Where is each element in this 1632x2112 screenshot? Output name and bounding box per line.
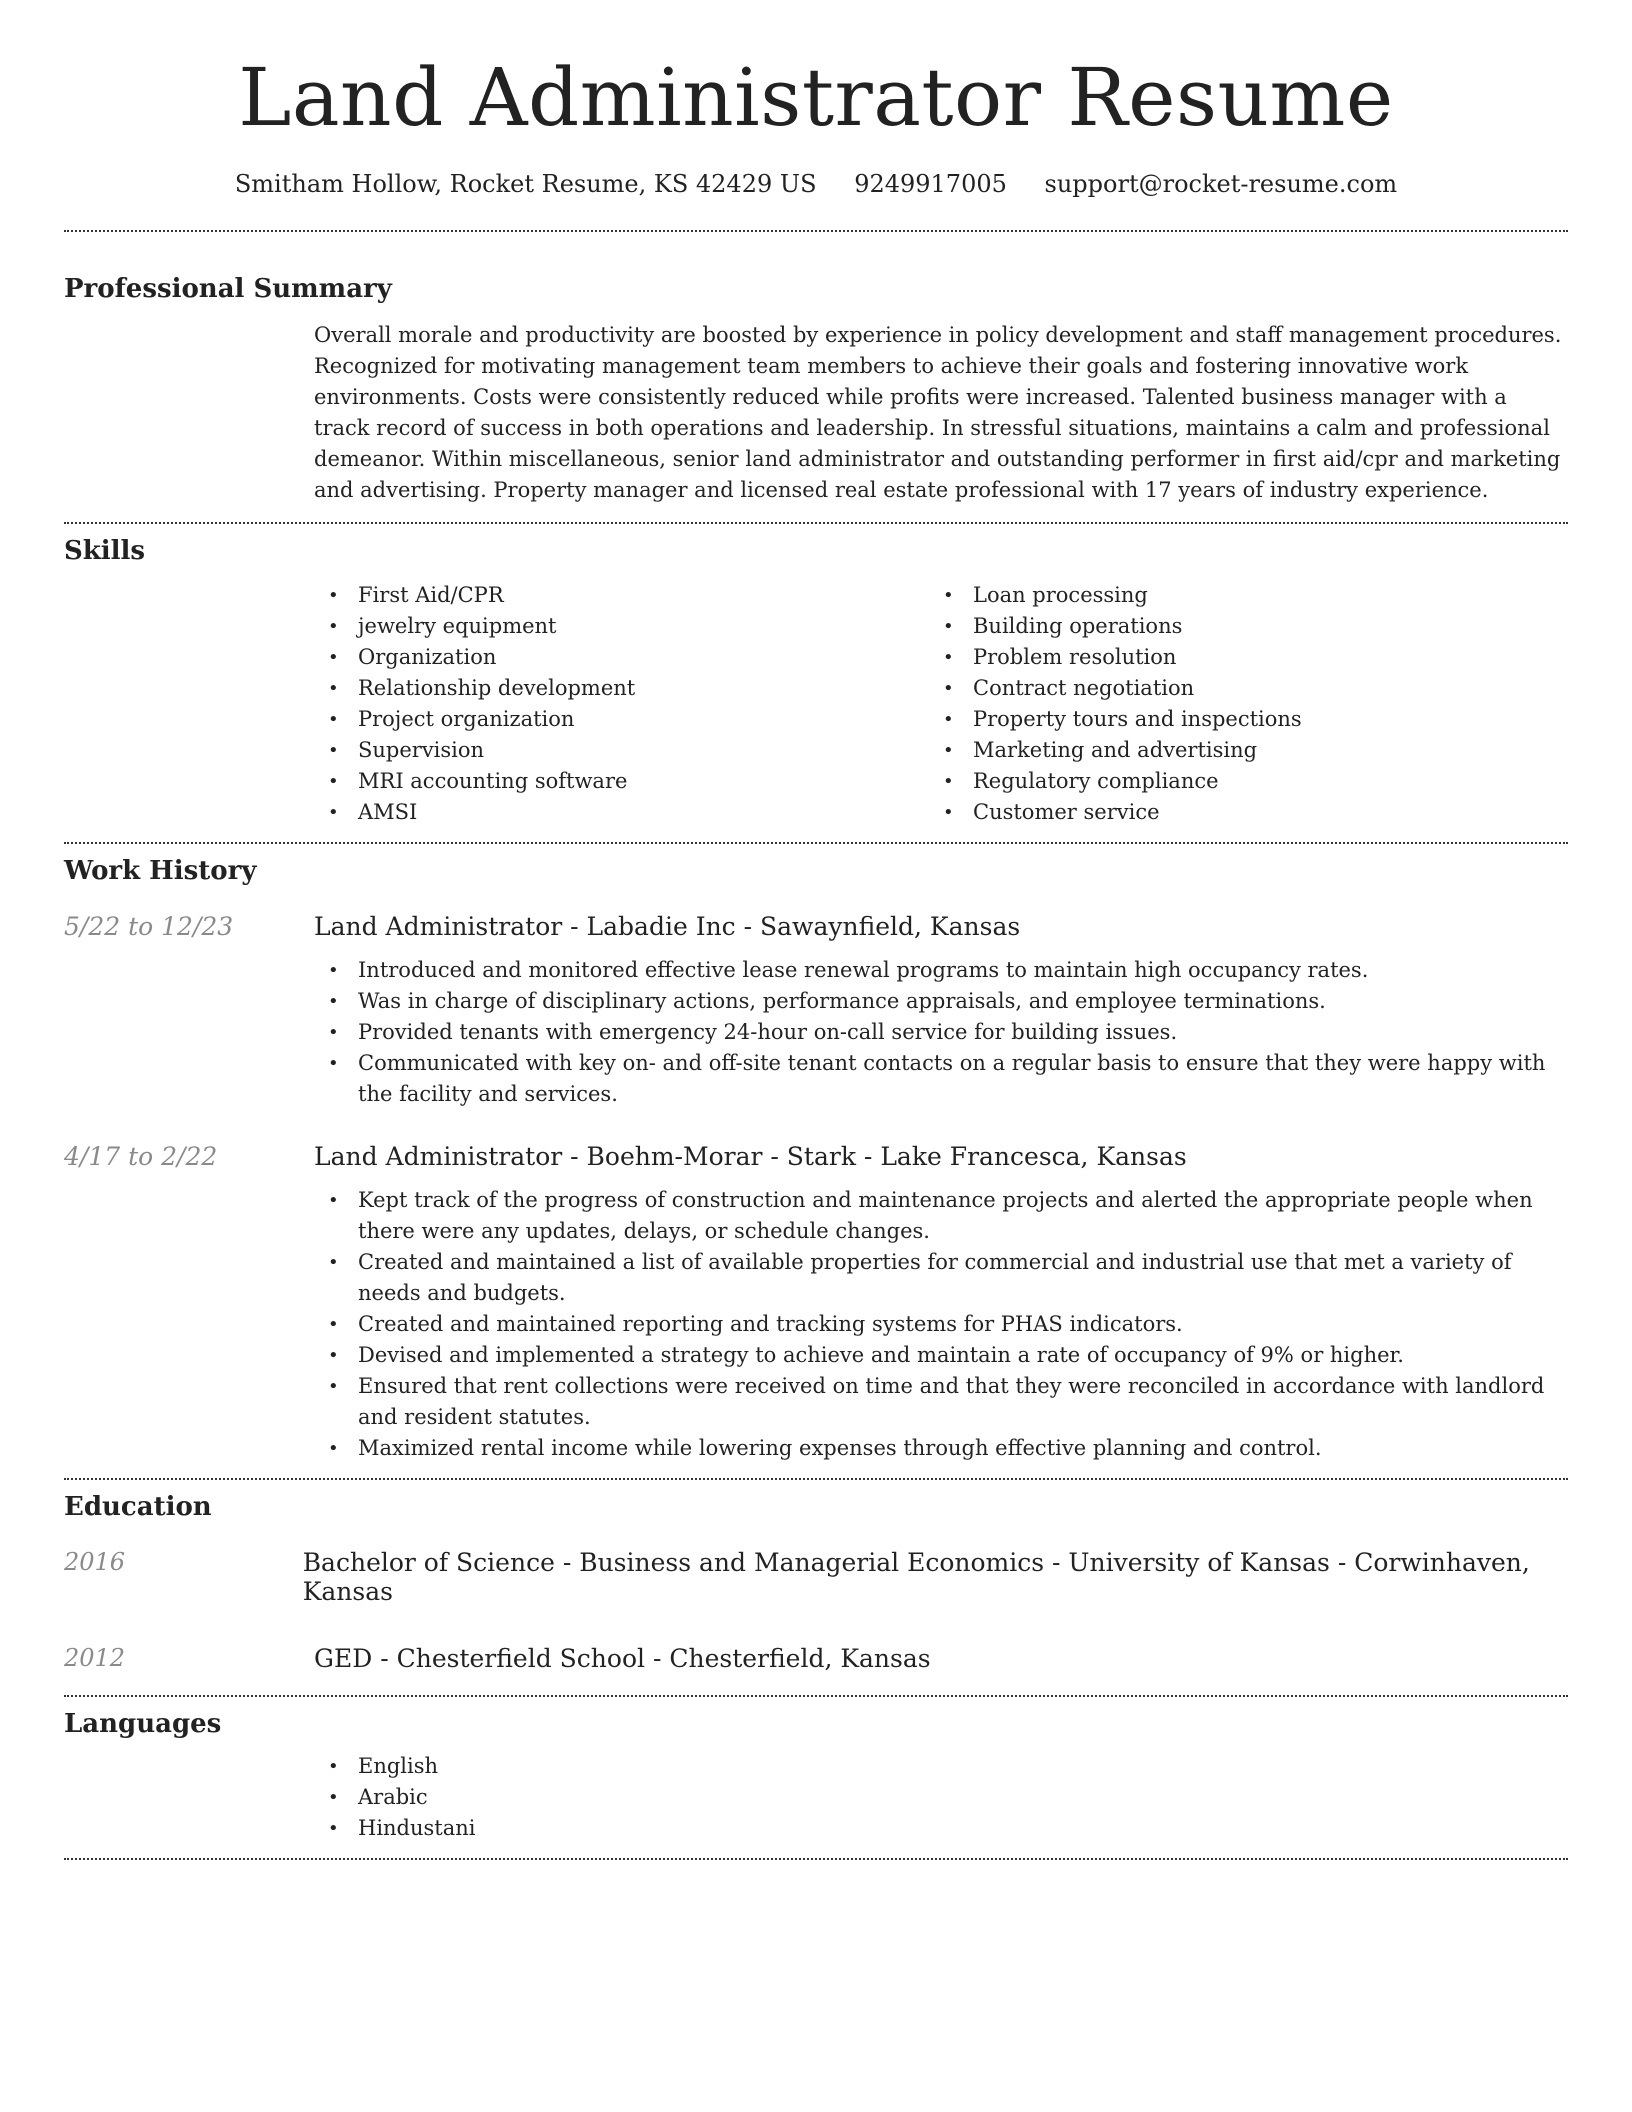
- skill-item: • Regulatory compliance: [929, 766, 1544, 797]
- skill-item: • Customer service: [929, 797, 1544, 828]
- work-heading: Work History: [64, 856, 257, 886]
- job-bullet: • Created and maintained a list of available properties for commercial and industrial use that met a variety of needs and budgets.: [314, 1247, 1568, 1309]
- divider: [64, 522, 1568, 524]
- job-title: Land Administrator - Boehm-Morar - Stark - Lake Francesca, Kansas: [314, 1142, 1187, 1171]
- skill-item: • Problem resolution: [929, 642, 1544, 673]
- languages-section: [64, 1709, 1568, 1844]
- education-title: Bachelor of Science - Business and Managerial Economics - University of Kansas - Corwinhaven, Kansas: [302, 1548, 1530, 1606]
- divider: [64, 230, 1568, 232]
- job-entry: [64, 1142, 1568, 1171]
- skills-grid: [314, 580, 1568, 828]
- contact-phone: 9249917005: [854, 170, 1007, 198]
- language-item: • Arabic: [314, 1782, 1568, 1813]
- skill-item: • First Aid/CPR: [314, 580, 929, 611]
- skill-item: • Building operations: [929, 611, 1544, 642]
- job-bullet: • Maximized rental income while lowering expenses through effective planning and control.: [314, 1433, 1568, 1464]
- job-bullet: • Ensured that rent collections were received on time and that they were reconciled in accordance with landlord and resident statutes.: [314, 1371, 1568, 1433]
- skill-item: • Marketing and advertising: [929, 735, 1544, 766]
- languages-list: [314, 1751, 1568, 1844]
- skills-list-right: [929, 580, 1544, 828]
- job-bullet: • Provided tenants with emergency 24-hour on-call service for building issues.: [314, 1017, 1568, 1048]
- work-section: [64, 856, 1568, 1464]
- education-heading: Education: [64, 1492, 212, 1522]
- job-bullet: • Devised and implemented a strategy to achieve and maintain a rate of occupancy of 9% or higher.: [314, 1340, 1568, 1371]
- job-bullet: • Introduced and monitored effective lease renewal programs to maintain high occupancy rates.: [314, 955, 1568, 986]
- divider: [64, 1478, 1568, 1480]
- job-bullet: • Created and maintained reporting and tracking systems for PHAS indicators.: [314, 1309, 1568, 1340]
- education-entry: [64, 1548, 1568, 1606]
- skill-item: • Loan processing: [929, 580, 1544, 611]
- contact-line: [64, 170, 1568, 198]
- education-year: 2016: [64, 1548, 126, 1576]
- job-entry: [64, 912, 1568, 941]
- education-title: GED - Chesterfield School - Chesterfield, Kansas: [314, 1644, 931, 1673]
- skill-item: • Relationship development: [314, 673, 929, 704]
- divider: [64, 1858, 1568, 1860]
- languages-heading: Languages: [64, 1709, 222, 1739]
- divider: [64, 842, 1568, 844]
- skill-item: • Supervision: [314, 735, 929, 766]
- language-item: • Hindustani: [314, 1813, 1568, 1844]
- education-entry: [64, 1644, 1568, 1673]
- divider: [64, 1695, 1568, 1697]
- education-year: 2012: [64, 1644, 126, 1672]
- language-item: • English: [314, 1751, 1568, 1782]
- education-section: [64, 1492, 1568, 1673]
- skill-item: • MRI accounting software: [314, 766, 929, 797]
- job-bullets: [314, 955, 1568, 1110]
- job-dates: 4/17 to 2/22: [64, 1142, 218, 1171]
- skill-item: • Organization: [314, 642, 929, 673]
- skill-item: • Property tours and inspections: [929, 704, 1544, 735]
- skill-item: • AMSI: [314, 797, 929, 828]
- job-title: Land Administrator - Labadie Inc - Sawaynfield, Kansas: [314, 912, 1021, 941]
- skill-item: • Contract negotiation: [929, 673, 1544, 704]
- job-bullets: [314, 1185, 1568, 1464]
- job-bullet: • Was in charge of disciplinary actions, performance appraisals, and employee terminations.: [314, 986, 1568, 1017]
- job-bullet: • Kept track of the progress of construction and maintenance projects and alerted the appropriate people when there were any updates, delays, or schedule changes.: [314, 1185, 1568, 1247]
- skill-item: • jewelry equipment: [314, 611, 929, 642]
- summary-heading: Professional Summary: [64, 274, 392, 304]
- contact-address: Smitham Hollow, Rocket Resume, KS 42429 US: [234, 170, 817, 198]
- skill-item: • Project organization: [314, 704, 929, 735]
- skills-list-left: [314, 580, 929, 828]
- job-dates: 5/22 to 12/23: [64, 912, 234, 941]
- contact-email: support@rocket-resume.com: [1044, 170, 1398, 198]
- summary-text: Overall morale and productivity are boosted by experience in policy development and staff management procedures. Recognized for motivating management team members to achieve their goals and fostering innovative work environments. Costs were consistently reduced while profits were increased. Talented business manager with a track record of success in both operations and leadership. In stressful situations, maintains a calm and professional demeanor. Within miscellaneous, senior land administrator and outstanding performer in first aid/cpr and marketing and advertising. Property manager and licensed real estate professional with 17 years of industry experience.: [314, 323, 1562, 502]
- summary-section: [64, 274, 1568, 506]
- job-bullet: • Communicated with key on- and off-site tenant contacts on a regular basis to ensure that they were happy with the facility and services.: [314, 1048, 1568, 1110]
- skills-heading: Skills: [64, 536, 146, 566]
- resume-title: Land Administrator Resume: [238, 51, 1394, 144]
- skills-section: [64, 536, 1568, 828]
